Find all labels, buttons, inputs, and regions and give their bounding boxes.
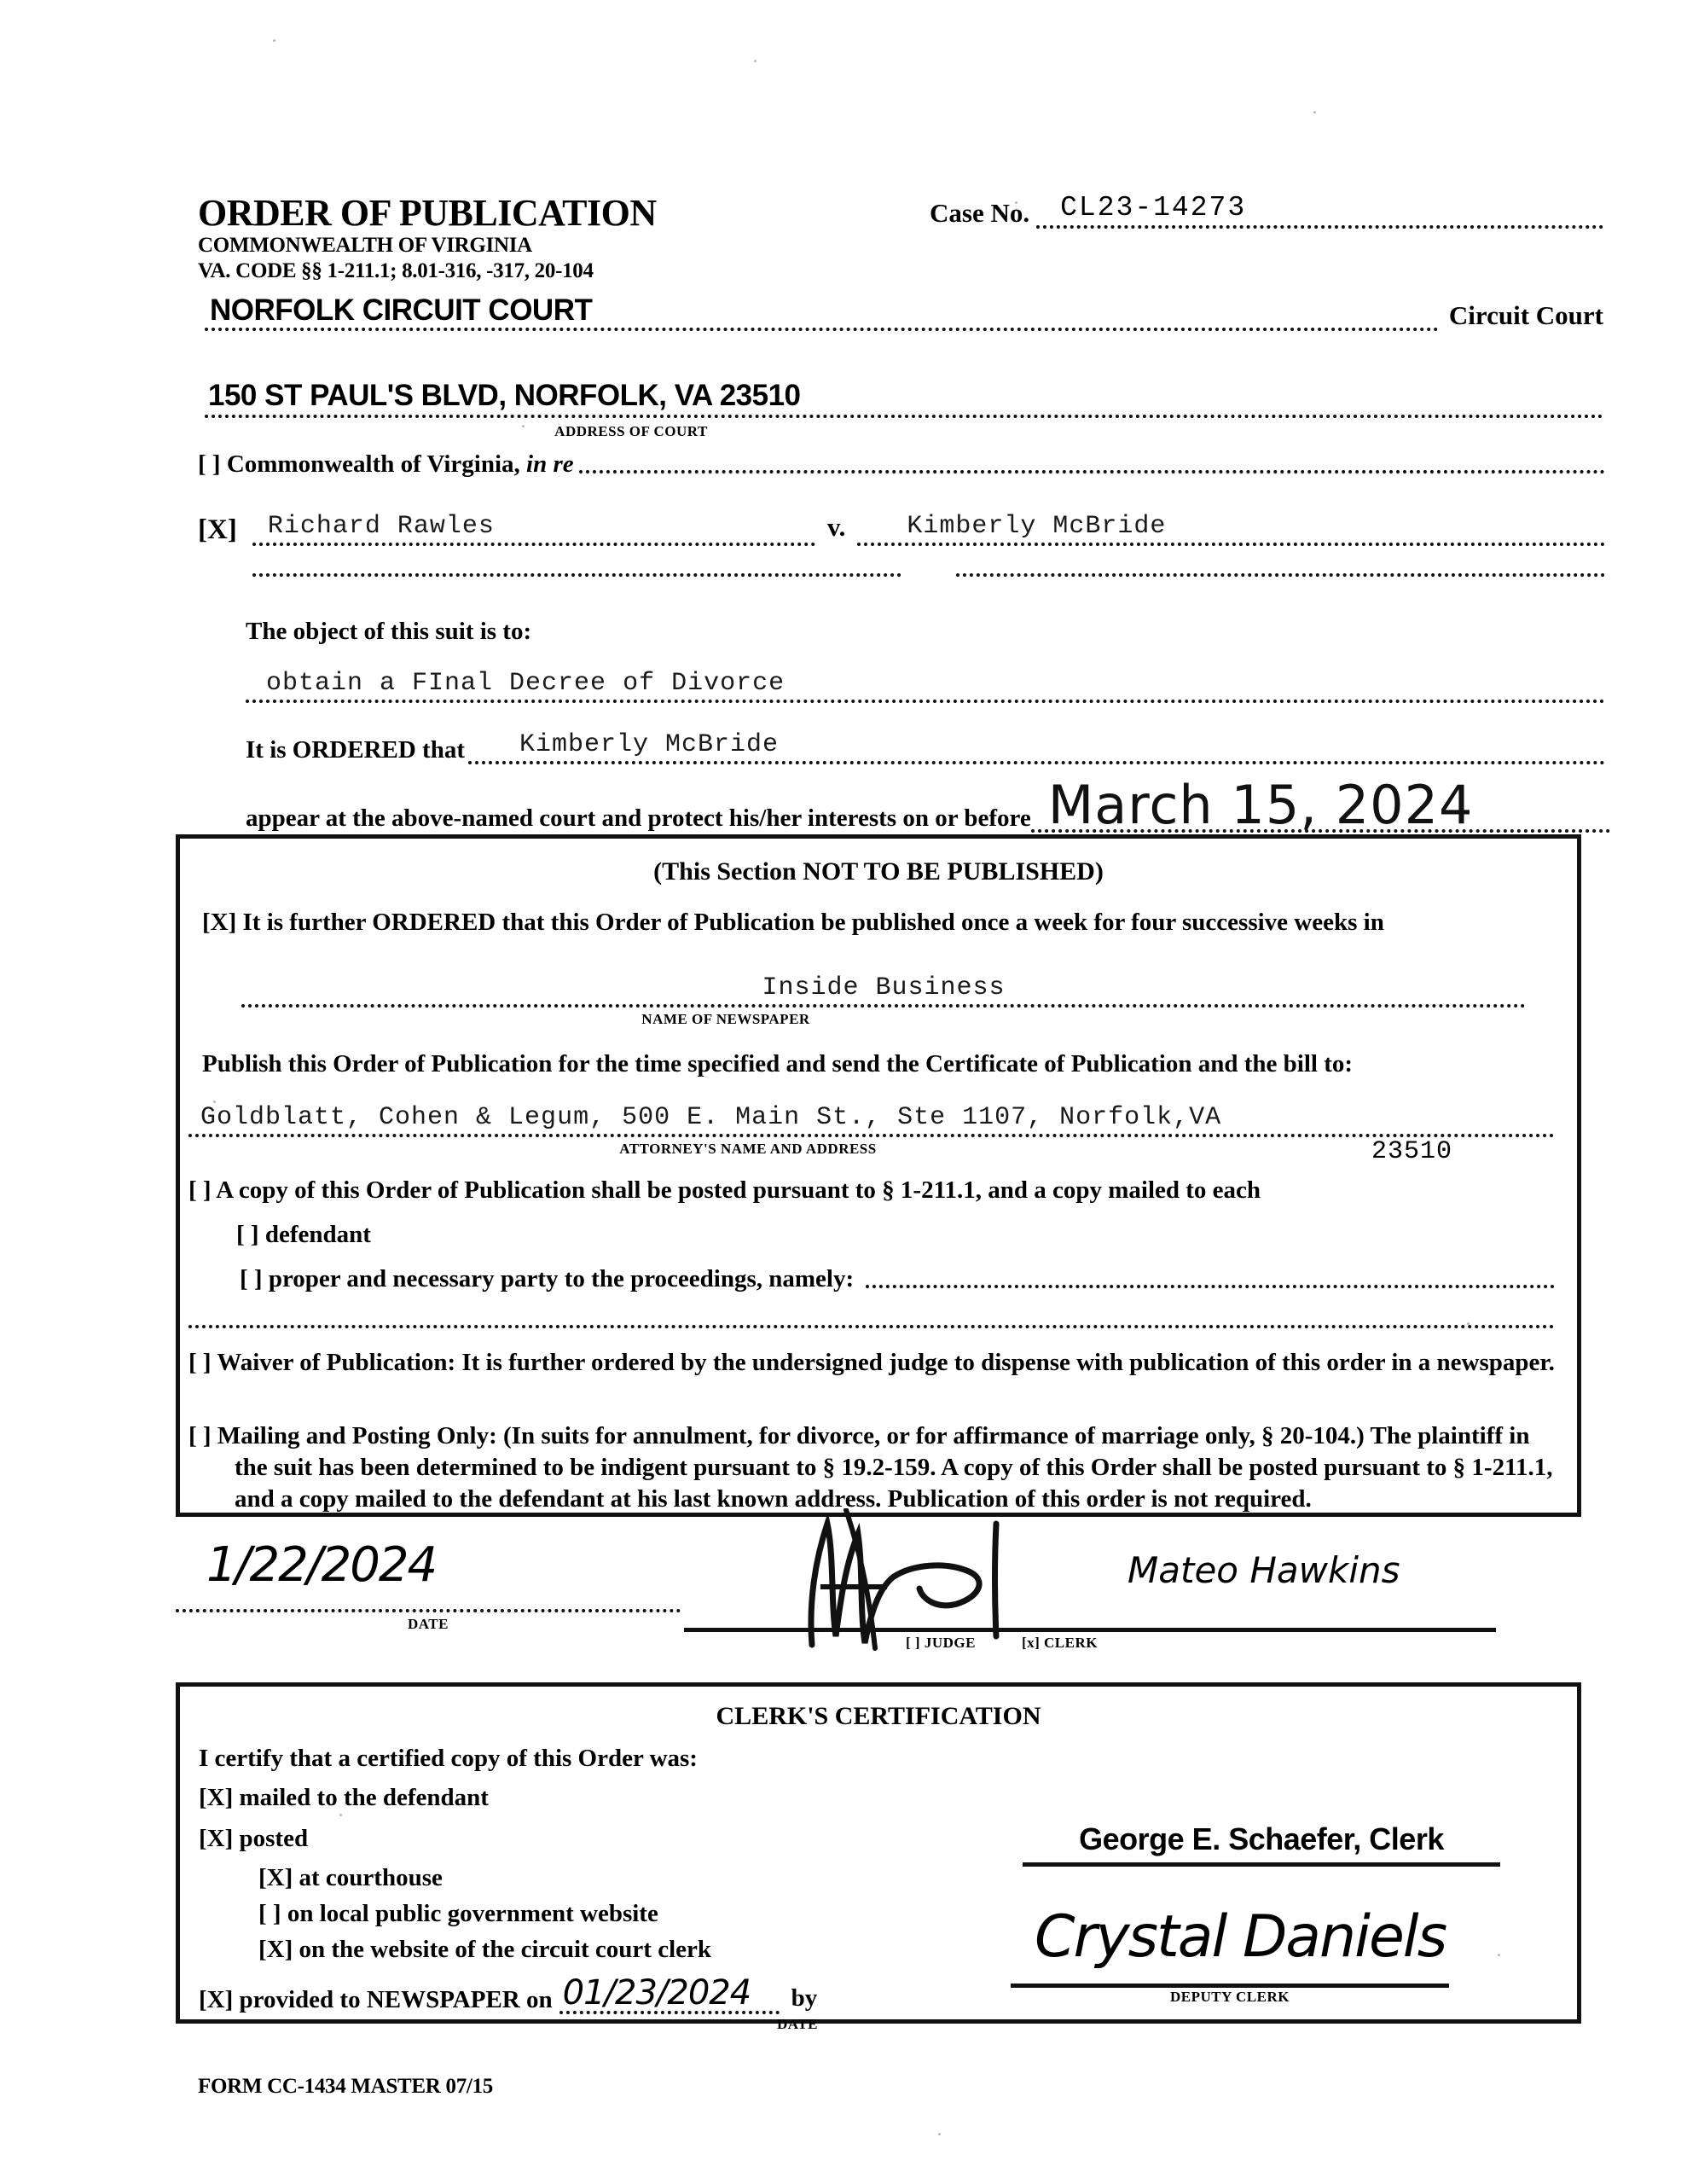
namely-checkbox[interactable]: [ ] xyxy=(240,1265,263,1292)
scan-speck xyxy=(1313,111,1316,113)
in-re-checkbox[interactable]: [ ] xyxy=(198,450,221,478)
newspaper-value: Inside Business xyxy=(762,973,1006,1002)
plaintiff-rule-2[interactable] xyxy=(252,573,901,577)
newspaper-input[interactable] xyxy=(241,960,1526,1008)
order-date-rule xyxy=(176,1609,681,1612)
attorney-caption-row xyxy=(188,1137,1555,1175)
it-is-ordered-row xyxy=(246,717,1605,764)
cert-courthouse-text: at courthouse xyxy=(299,1864,443,1891)
not-to-be-published-title: (This Section NOT TO BE PUBLISHED) xyxy=(653,857,1104,886)
order-date-value: 1/22/2024 xyxy=(206,1537,437,1593)
judge-clerk-rule xyxy=(684,1628,1496,1632)
appear-before-input[interactable] xyxy=(1031,774,1610,836)
attorney-zip-value: 23510 xyxy=(1371,1137,1452,1166)
court-address-input[interactable] xyxy=(205,365,1603,418)
mailing-checkbox[interactable]: [ ] xyxy=(188,1422,212,1449)
form-statute-code: VA. CODE §§ 1-211.1; 8.01-316, -317, 20-104 xyxy=(198,259,594,282)
attorney-caption: ATTORNEY'S NAME AND ADDRESS xyxy=(619,1141,877,1157)
clerks-certification-section xyxy=(176,1682,1581,2032)
cert-newspaper-date-value: 01/23/2024 xyxy=(562,1973,751,2013)
mailing-and-posting-clause xyxy=(188,1420,1555,1515)
parties-second-line xyxy=(252,573,1605,577)
clerk-signature-name: Mateo Hawkins xyxy=(1128,1549,1400,1591)
address-rule xyxy=(205,415,1603,418)
object-rule xyxy=(246,700,1605,703)
publish-instruction-text: Publish this Order of Publication for the time specified and send the Certificate of Publication and the bill to: xyxy=(202,1050,1354,1077)
it-is-ordered-rule xyxy=(468,761,1605,764)
newspaper-rule xyxy=(241,1004,1526,1008)
cert-newspaper-checkbox[interactable]: [X] xyxy=(199,1986,234,2013)
appear-before-label: appear at the above-named court and protect his/her interests on or before xyxy=(246,804,1031,832)
scan-speck xyxy=(273,39,275,42)
court-address-value: 150 ST PAUL'S BLVD, NORFOLK, VA 23510 xyxy=(208,379,801,412)
judge-clerk-captions xyxy=(906,1635,1098,1652)
cert-newspaper-text: provided to NEWSPAPER on xyxy=(239,1986,553,2013)
court-name-input[interactable] xyxy=(205,293,1439,331)
waiver-text: It is further ordered by the undersigned judge to dispense with publication of this order in a newspaper. xyxy=(461,1349,1555,1376)
defendant-input[interactable] xyxy=(857,497,1605,546)
copy-posted-text: A copy of this Order of Publication shall be posted pursuant to § 1-211.1, and a copy mailed to each xyxy=(216,1176,1261,1204)
waiver-clause-line xyxy=(188,1349,1555,1377)
newspaper-field xyxy=(241,960,1526,1028)
plaintiff-input[interactable] xyxy=(252,497,815,546)
appear-before-date: March 15, 2024 xyxy=(1047,774,1474,836)
attorney-rule xyxy=(188,1134,1555,1137)
in-re-label xyxy=(198,450,574,479)
cert-local-website-item xyxy=(258,1900,658,1928)
attorney-field xyxy=(188,1088,1555,1175)
in-re-text-a: Commonwealth of Virginia, xyxy=(226,450,520,478)
defendant-rule-2[interactable] xyxy=(956,573,1605,577)
appear-before-rule xyxy=(1031,829,1610,833)
court-name-value: NORFOLK CIRCUIT COURT xyxy=(210,293,593,327)
form-id-footer: FORM CC-1434 MASTER 07/15 xyxy=(198,2075,493,2098)
cert-mailed-checkbox[interactable]: [X] xyxy=(199,1784,234,1811)
form-header xyxy=(198,192,846,283)
in-re-text-b: in re xyxy=(526,450,574,478)
scan-speck xyxy=(754,60,757,62)
versus-label: v. xyxy=(826,512,846,542)
object-of-suit-input[interactable] xyxy=(246,650,1605,703)
case-number-label: Case No. xyxy=(930,198,1030,228)
defendant-subclause xyxy=(236,1221,371,1249)
further-ordered-checkbox[interactable]: [X] xyxy=(202,909,237,936)
waiver-of-publication-clause xyxy=(188,1349,1555,1377)
signature-area xyxy=(176,1527,1581,1689)
judge-checkbox-caption[interactable]: [ ] JUDGE xyxy=(906,1635,976,1651)
deputy-clerk-caption: DEPUTY CLERK xyxy=(1170,1989,1290,2005)
namely-label-group xyxy=(240,1265,854,1293)
defendant-rule xyxy=(857,543,1605,546)
clerks-certification-title: CLERK'S CERTIFICATION xyxy=(716,1702,1041,1730)
object-of-suit-value: obtain a FInal Decree of Divorce xyxy=(266,669,786,698)
attorney-input[interactable] xyxy=(188,1088,1555,1137)
cert-newspaper-row xyxy=(199,1975,827,2014)
page-title: ORDER OF PUBLICATION xyxy=(198,192,657,234)
defendant-subclause-text: defendant xyxy=(264,1221,371,1248)
plaintiff-rule xyxy=(252,543,815,546)
case-number-value: CL23-14273 xyxy=(1060,192,1247,224)
further-ordered-text: It is further ORDERED that this Order of Publication be published once a week for four successive weeks in xyxy=(242,909,1384,936)
in-re-row[interactable] xyxy=(198,450,1605,479)
court-name-field[interactable] xyxy=(205,293,1603,331)
mailing-title: Mailing and Posting Only: xyxy=(217,1422,497,1449)
in-re-input[interactable] xyxy=(579,470,1605,473)
namely-input-line-2[interactable] xyxy=(188,1325,1555,1328)
it-is-ordered-input[interactable] xyxy=(468,717,1605,764)
object-of-suit-label: The object of this suit is to: xyxy=(246,618,532,645)
cert-courthouse-checkbox[interactable]: [X] xyxy=(258,1864,293,1891)
appear-before-row xyxy=(246,774,1610,836)
not-to-be-published-section xyxy=(176,834,1581,1517)
cert-posted-checkbox[interactable]: [X] xyxy=(199,1825,234,1852)
namely-input[interactable] xyxy=(866,1285,1555,1288)
namely-text: proper and necessary party to the proceedings, namely: xyxy=(268,1265,855,1292)
clerk-name-block xyxy=(1023,1821,1500,1867)
court-address-field[interactable] xyxy=(205,365,1603,440)
cert-mailed-text: mailed to the defendant xyxy=(239,1784,489,1811)
defendant-subclause-checkbox[interactable]: [ ] xyxy=(236,1221,259,1248)
address-caption: ADDRESS OF COURT xyxy=(554,423,708,439)
waiver-title: Waiver of Publication: xyxy=(217,1349,456,1376)
cert-newspaper-date-rule xyxy=(559,2011,780,2014)
cert-local-website-checkbox[interactable]: [ ] xyxy=(258,1900,281,1927)
copy-posted-checkbox[interactable]: [ ] xyxy=(188,1176,212,1204)
cert-newspaper-date-input[interactable] xyxy=(559,1975,780,2014)
deputy-clerk-signature: Crystal Daniels xyxy=(1035,1903,1446,1971)
mailing-clause-line xyxy=(188,1420,1555,1515)
cert-newspaper-label-group xyxy=(199,1986,553,2014)
cert-by-label: by xyxy=(791,1984,818,2012)
further-ordered-row xyxy=(202,909,1555,937)
it-is-ordered-value: Kimberly McBride xyxy=(519,730,780,759)
waiver-checkbox[interactable]: [ ] xyxy=(188,1349,212,1376)
parties-row xyxy=(198,497,1605,546)
clerk-checkbox-caption[interactable]: [x] CLERK xyxy=(1021,1635,1098,1651)
cert-clerk-website-checkbox[interactable]: [X] xyxy=(258,1936,293,1963)
copy-posted-clause xyxy=(188,1176,1555,1205)
defendant-value: Kimberly McBride xyxy=(907,512,1167,541)
cert-clerk-website-item xyxy=(258,1936,711,1964)
clerk-name-rule xyxy=(1023,1862,1500,1867)
mailing-text: (In suits for annulment, for divorce, or for affirmance of marriage only, § 20-104.) The plaintiff in the suit has been determined to be indigent pursuant to § 19.2-159. A copy of this Order shall be posted pursuant to § 1-211.1, and a copy mailed to the defendant at his last known address. Publication of this order is not required. xyxy=(235,1422,1553,1513)
plaintiff-checkbox[interactable]: [X] xyxy=(198,514,237,545)
cert-clerk-website-text: on the website of the circuit court clerk xyxy=(299,1936,711,1963)
namely-subclause xyxy=(240,1265,1555,1293)
it-is-ordered-label: It is ORDERED that xyxy=(246,736,465,764)
case-number-input[interactable] xyxy=(1036,192,1603,229)
certification-intro: I certify that a certified copy of this Order was: xyxy=(199,1745,698,1772)
clerk-name-value: George E. Schaefer, Clerk xyxy=(1079,1821,1444,1856)
cert-courthouse-item xyxy=(258,1864,443,1892)
deputy-clerk-rule xyxy=(1011,1984,1449,1988)
cert-posted-text: posted xyxy=(239,1825,309,1852)
cert-mailed-item xyxy=(199,1784,489,1812)
order-date-caption: DATE xyxy=(408,1616,449,1632)
case-number-field[interactable] xyxy=(930,192,1603,229)
circuit-court-label: Circuit Court xyxy=(1448,300,1603,330)
scan-speck xyxy=(938,2133,941,2135)
plaintiff-value: Richard Rawles xyxy=(267,512,495,541)
newspaper-caption: NAME OF NEWSPAPER xyxy=(641,1011,810,1027)
form-subtitle: COMMONWEALTH OF VIRGINIA xyxy=(198,234,532,257)
cert-date-caption: DATE xyxy=(777,2016,818,2032)
cert-posted-item xyxy=(199,1825,308,1853)
cert-local-website-text: on local public government website xyxy=(287,1900,658,1927)
attorney-address-value: Goldblatt, Cohen & Legum, 500 E. Main St., Ste 1107, Norfolk,VA xyxy=(200,1103,1222,1132)
